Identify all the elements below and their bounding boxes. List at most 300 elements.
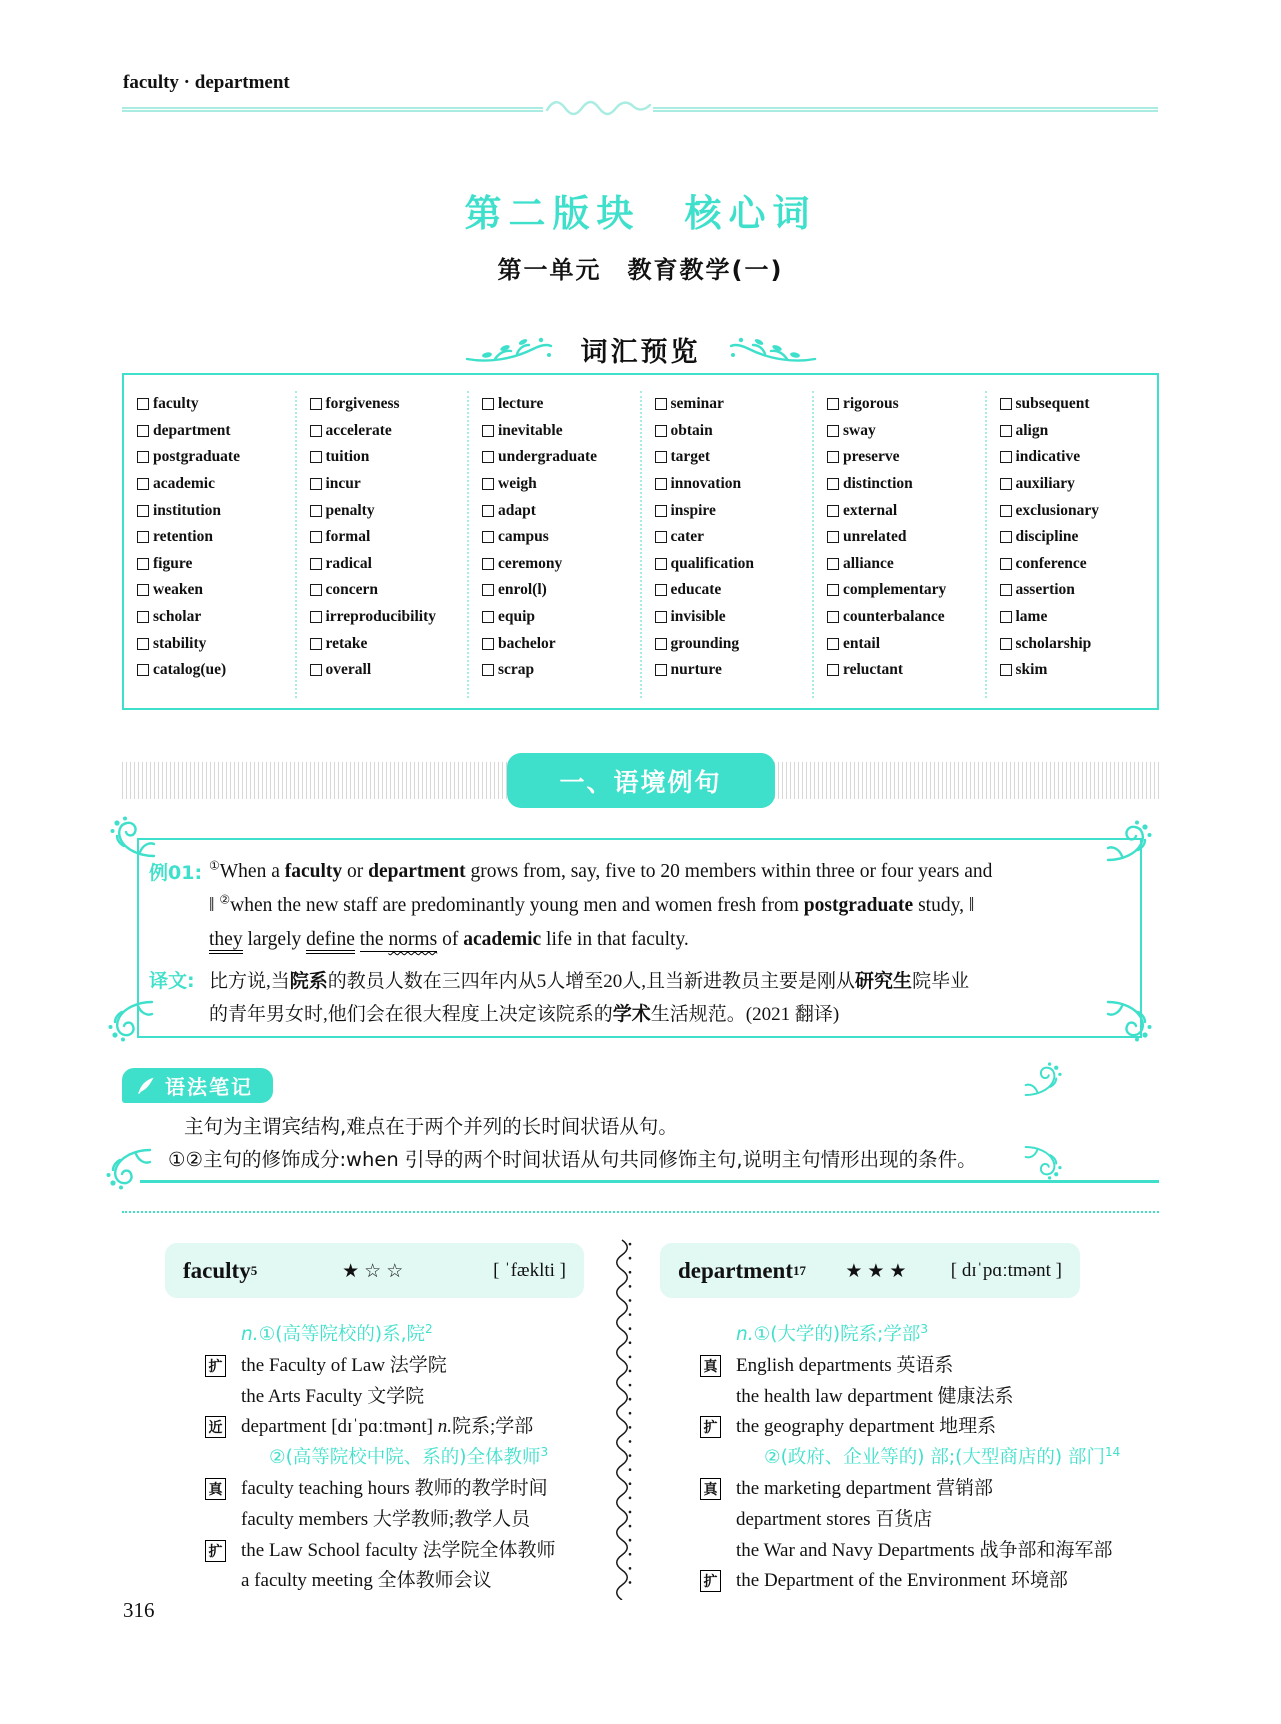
vocab-word: [482, 418, 640, 445]
vocab-word: [827, 657, 985, 684]
entry-line-text: [736, 1540, 1112, 1561]
text-segment: the: [359, 929, 389, 950]
word-label: auxiliary: [1015, 475, 1075, 493]
grammar-note-tab: [122, 1068, 273, 1103]
vocab-word: [655, 444, 813, 471]
word-label: ceremony: [498, 554, 563, 572]
word-checkbox[interactable]: [1000, 638, 1012, 650]
entry-line-text: [241, 1478, 548, 1499]
word-label: weaken: [153, 581, 203, 599]
word-label: align: [1015, 421, 1049, 439]
vocab-word: [137, 391, 295, 418]
entry-line-text: [764, 1447, 1120, 1468]
vocab-word: [827, 497, 985, 524]
word-checkbox[interactable]: [1000, 611, 1012, 623]
word-checkbox[interactable]: [137, 638, 149, 650]
word-label: irreproducibility: [325, 608, 437, 626]
word-label: penalty: [325, 501, 375, 519]
vocab-word: [655, 551, 813, 578]
text-segment: they: [209, 929, 243, 954]
word-checkbox[interactable]: [137, 531, 149, 543]
vocab-word: [655, 604, 813, 631]
word-label: indicative: [1015, 448, 1081, 466]
vocab-word: [482, 391, 640, 418]
word-checkbox[interactable]: [655, 584, 667, 596]
word-label: radical: [325, 554, 372, 572]
vocab-word: [310, 657, 468, 684]
text-segment: the marketing department 营销部: [736, 1477, 993, 1499]
example-label: 例01:: [149, 862, 203, 884]
text-segment: the health law department 健康法系: [736, 1385, 1014, 1407]
entry-word: faculty: [183, 1257, 251, 1283]
tag-box: 扩: [205, 1355, 226, 1377]
text-segment: 生活规范。(2021 翻译): [650, 1004, 840, 1025]
text-segment: When a: [219, 861, 285, 882]
word-label: qualification: [670, 554, 755, 572]
word-checkbox[interactable]: [655, 531, 667, 543]
word-checkbox[interactable]: [655, 451, 667, 463]
vocab-word: [137, 551, 295, 578]
vocab-word: [310, 497, 468, 524]
word-label: counterbalance: [843, 608, 945, 626]
word-checkbox[interactable]: [482, 638, 494, 650]
text-segment: department [dɪˈpɑːtmənt]: [241, 1416, 438, 1438]
wavy-divider: [612, 1238, 638, 1600]
word-checkbox[interactable]: [1000, 451, 1012, 463]
text-segment: the Faculty of Law 法学院: [241, 1354, 447, 1376]
tag-box: 近: [205, 1416, 226, 1438]
word-label: inspire: [670, 501, 716, 519]
word-checkbox[interactable]: [137, 398, 149, 410]
word-checkbox[interactable]: [1000, 505, 1012, 517]
word-label: stability: [153, 634, 207, 652]
word-checkbox[interactable]: [655, 558, 667, 570]
word-label: innovation: [670, 475, 742, 493]
word-checkbox[interactable]: [1000, 478, 1012, 490]
text-segment: life in that faculty.: [541, 929, 689, 950]
word-label: preserve: [843, 448, 900, 466]
vocab-word: [137, 577, 295, 604]
entry-line: [205, 1536, 584, 1567]
entry-header: [165, 1243, 584, 1298]
word-checkbox[interactable]: [482, 478, 494, 490]
leaf-flourish-icon: [729, 335, 817, 365]
vocab-preview-table: [122, 373, 1159, 710]
word-checkbox[interactable]: [482, 398, 494, 410]
entry-line-text: [269, 1447, 548, 1468]
entry-department: [660, 1243, 1121, 1597]
word-label: lecture: [498, 395, 544, 413]
text-segment: ①(大学的)院系;学部: [753, 1324, 921, 1345]
superscript: 14: [1104, 1445, 1121, 1460]
word-checkbox[interactable]: [827, 558, 839, 570]
word-checkbox[interactable]: [827, 531, 839, 543]
text-segment: ②(政府、企业等的) 部;(大型商店的) 部门: [764, 1447, 1105, 1469]
word-label: alliance: [843, 554, 894, 572]
word-label: invisible: [670, 608, 726, 626]
word-label: forgiveness: [325, 395, 400, 413]
word-label: weigh: [498, 475, 537, 493]
word-label: retake: [325, 634, 368, 652]
word-checkbox[interactable]: [482, 425, 494, 437]
word-label: department: [153, 421, 231, 439]
vocab-word: [655, 630, 813, 657]
word-checkbox[interactable]: [137, 558, 149, 570]
tag-box: 扩: [700, 1570, 721, 1592]
vocab-word: [655, 577, 813, 604]
text-segment: n.: [736, 1324, 754, 1345]
entry-line: [700, 1536, 1113, 1567]
word-checkbox[interactable]: [827, 505, 839, 517]
text-segment: faculty: [284, 861, 343, 882]
word-checkbox[interactable]: [310, 664, 322, 676]
word-checkbox[interactable]: [482, 611, 494, 623]
entry-line-text: [241, 1540, 556, 1561]
vocab-word: [655, 657, 813, 684]
entry-line-text: [241, 1416, 533, 1437]
word-checkbox[interactable]: [1000, 558, 1012, 570]
vocab-word: [482, 551, 640, 578]
running-head: faculty · department: [123, 72, 290, 93]
word-checkbox[interactable]: [482, 505, 494, 517]
word-label: target: [670, 448, 711, 466]
vocab-word: [1000, 497, 1158, 524]
vocab-word: [482, 604, 640, 631]
text-segment: the Law School faculty 法学院全体教师: [241, 1539, 556, 1561]
squiggle-ornament-icon: [543, 96, 653, 124]
word-checkbox[interactable]: [310, 558, 322, 570]
word-checkbox[interactable]: [310, 584, 322, 596]
entry-line-text: [736, 1386, 1014, 1407]
entry-line-text: [241, 1355, 447, 1376]
vocab-column: [812, 391, 985, 698]
leaf-flourish-icon: [465, 335, 553, 365]
vocab-word: [310, 577, 468, 604]
vocab-word: [137, 497, 295, 524]
entry-line: [700, 1566, 1080, 1597]
text-segment: 院毕业: [912, 971, 970, 992]
word-label: reluctant: [843, 661, 903, 679]
vocab-word: [1000, 524, 1158, 551]
superscript: 2: [425, 1321, 433, 1336]
entry-word: department: [678, 1257, 793, 1283]
entry-line: [700, 1474, 1080, 1505]
vocab-word: [482, 497, 640, 524]
vocab-word: [827, 418, 985, 445]
example-translation: [209, 963, 1114, 1031]
vocab-word: [137, 630, 295, 657]
vocab-word: [827, 524, 985, 551]
superscript: 3: [540, 1445, 549, 1460]
word-label: rigorous: [843, 395, 899, 413]
vocab-word: [310, 524, 468, 551]
entry-faculty: [165, 1243, 584, 1597]
word-label: incur: [325, 475, 361, 493]
text-segment: the Arts Faculty 文学院: [241, 1385, 425, 1407]
vocab-word: [137, 471, 295, 498]
word-checkbox[interactable]: [655, 611, 667, 623]
tag-box: 扩: [205, 1540, 226, 1562]
vocab-word: [827, 444, 985, 471]
vocab-word: [482, 524, 640, 551]
word-label: sway: [843, 421, 876, 439]
word-checkbox[interactable]: [137, 505, 149, 517]
text-segment: of: [437, 929, 464, 950]
entry-line: [700, 1320, 1080, 1351]
text-segment: n.: [241, 1324, 259, 1345]
entry-line-text: [736, 1321, 929, 1345]
vocab-word: [482, 577, 640, 604]
word-label: external: [843, 501, 898, 519]
text-segment: 比方说,当: [209, 971, 290, 992]
word-checkbox[interactable]: [827, 664, 839, 676]
text-segment: when the new staff are predominantly young men and women fresh from: [230, 895, 804, 916]
word-label: assertion: [1015, 581, 1075, 599]
vocab-word: [1000, 657, 1158, 684]
word-label: cater: [670, 528, 705, 546]
text-segment: grows from, say, five to 20 members within three or four years and: [465, 861, 993, 882]
example-sentence: [209, 855, 1114, 957]
text-segment: 学术: [612, 1004, 651, 1025]
word-checkbox[interactable]: [827, 478, 839, 490]
vocab-word: [655, 391, 813, 418]
word-checkbox[interactable]: [137, 611, 149, 623]
word-checkbox[interactable]: [1000, 664, 1012, 676]
word-label: accelerate: [325, 421, 392, 439]
entry-line-text: [241, 1570, 492, 1591]
word-label: nurture: [670, 661, 722, 679]
text-segment: English departments 英语系: [736, 1354, 954, 1376]
word-checkbox[interactable]: [137, 584, 149, 596]
vocab-word: [827, 604, 985, 631]
text-segment: faculty members 大学教师;教学人员: [241, 1508, 531, 1530]
word-checkbox[interactable]: [1000, 531, 1012, 543]
vocab-word: [137, 657, 295, 684]
entry-line: [205, 1412, 584, 1443]
entry-ipa: [ dɪˈpɑːtmənt ]: [950, 1259, 1062, 1281]
text-segment: 的教员人数在三四年内从5人增至20人,且当新进教员主要是刚从: [327, 971, 856, 992]
text-segment: norms: [388, 929, 438, 950]
word-checkbox[interactable]: [655, 505, 667, 517]
word-label: campus: [498, 528, 549, 546]
word-checkbox[interactable]: [137, 451, 149, 463]
text-segment: ①(高等院校的)系,院: [258, 1324, 426, 1345]
word-label: distinction: [843, 475, 913, 493]
text-segment: ②(高等院校中院、系的)全体教师: [269, 1447, 541, 1469]
text-segment: or: [342, 861, 369, 882]
vocab-word: [1000, 604, 1158, 631]
grammar-note-box: [140, 1103, 1159, 1183]
entry-lines: [660, 1320, 1121, 1597]
word-checkbox[interactable]: [655, 638, 667, 650]
word-label: retention: [153, 528, 213, 546]
word-label: adapt: [498, 501, 536, 519]
text-segment: academic: [463, 929, 542, 950]
word-checkbox[interactable]: [137, 425, 149, 437]
vocab-word: [1000, 418, 1158, 445]
vocab-column: [640, 391, 813, 698]
vocab-word: [310, 551, 468, 578]
text-segment: largely: [242, 929, 307, 950]
word-checkbox[interactable]: [310, 398, 322, 410]
entry-line: [205, 1474, 584, 1505]
word-label: seminar: [670, 395, 724, 413]
word-checkbox[interactable]: [482, 558, 494, 570]
word-label: subsequent: [1015, 395, 1090, 413]
pen-icon: [136, 1076, 156, 1096]
word-checkbox[interactable]: [655, 664, 667, 676]
word-checkbox[interactable]: [827, 638, 839, 650]
vocab-word: [1000, 551, 1158, 578]
word-label: skim: [1015, 661, 1048, 679]
word-checkbox[interactable]: [655, 425, 667, 437]
tag-box: 真: [700, 1478, 721, 1500]
word-checkbox[interactable]: [310, 478, 322, 490]
vocab-word: [1000, 444, 1158, 471]
word-label: lame: [1015, 608, 1048, 626]
word-label: educate: [670, 581, 722, 599]
word-checkbox[interactable]: [137, 478, 149, 490]
entry-line-text: [736, 1355, 953, 1376]
word-checkbox[interactable]: [482, 664, 494, 676]
vocab-word: [137, 444, 295, 471]
vocab-word: [827, 630, 985, 657]
entry-header: [660, 1243, 1080, 1298]
superscript: 3: [920, 1321, 929, 1336]
word-checkbox[interactable]: [1000, 425, 1012, 437]
entry-line: [205, 1351, 584, 1382]
text-segment: 院系;学部: [451, 1416, 534, 1438]
word-label: figure: [153, 554, 193, 572]
vocab-word: [1000, 391, 1158, 418]
vocab-column: [124, 391, 295, 698]
word-checkbox[interactable]: [310, 638, 322, 650]
word-checkbox[interactable]: [482, 451, 494, 463]
vocab-preview-header: [0, 330, 1281, 369]
entry-line-text: [736, 1509, 932, 1530]
vocab-word: [310, 444, 468, 471]
word-checkbox[interactable]: [827, 398, 839, 410]
example-box: [137, 838, 1142, 1038]
word-label: unrelated: [843, 528, 907, 546]
word-checkbox[interactable]: [482, 531, 494, 543]
text-segment: n.: [437, 1416, 452, 1438]
word-checkbox[interactable]: [827, 584, 839, 596]
word-checkbox[interactable]: [482, 584, 494, 596]
word-label: entail: [843, 634, 881, 652]
word-checkbox[interactable]: [1000, 584, 1012, 596]
entry-frequency: 17: [792, 1262, 806, 1278]
word-label: discipline: [1015, 528, 1079, 546]
page-number: 316: [123, 1598, 155, 1622]
tag-box: 扩: [700, 1416, 721, 1438]
word-checkbox[interactable]: [827, 611, 839, 623]
word-label: inevitable: [498, 421, 563, 439]
grammar-note-title: 语法笔记: [165, 1075, 253, 1099]
word-label: exclusionary: [1015, 501, 1100, 519]
vocab-word: [310, 604, 468, 631]
word-label: postgraduate: [153, 448, 240, 466]
word-checkbox[interactable]: [827, 451, 839, 463]
word-label: academic: [153, 475, 215, 493]
entry-stars: ★☆☆: [342, 1259, 409, 1282]
word-checkbox[interactable]: [655, 478, 667, 490]
text-segment: [355, 929, 360, 950]
entry-line-text: [241, 1386, 424, 1407]
vocab-word: [1000, 630, 1158, 657]
word-label: catalog(ue): [153, 661, 227, 679]
vocab-word: [137, 524, 295, 551]
word-label: undergraduate: [498, 448, 598, 466]
text-segment: 研究生: [855, 971, 913, 992]
entry-line: [205, 1443, 584, 1474]
superscript: ②: [219, 892, 231, 907]
entry-line-text: [241, 1321, 433, 1345]
vocab-word: [137, 418, 295, 445]
word-label: bachelor: [498, 634, 556, 652]
word-label: scholar: [153, 608, 202, 626]
block-title: 第二版块 核心词: [464, 192, 817, 235]
text-segment: 院系: [289, 971, 328, 992]
entry-line: [700, 1412, 1080, 1443]
entry-line-text: [241, 1509, 530, 1530]
entry-frequency: 5: [250, 1262, 258, 1278]
entry-lines: [165, 1320, 584, 1597]
vocab-word: [482, 630, 640, 657]
text-segment: a faculty meeting 全体教师会议: [241, 1570, 492, 1592]
entry-line: [700, 1382, 1080, 1413]
word-checkbox[interactable]: [310, 611, 322, 623]
word-checkbox[interactable]: [310, 531, 322, 543]
vocab-word: [482, 657, 640, 684]
entry-line: [205, 1320, 584, 1351]
text-segment: the Department of the Environment 环境部: [736, 1570, 1068, 1592]
vocab-word: [827, 391, 985, 418]
word-checkbox[interactable]: [655, 398, 667, 410]
entry-line: [700, 1351, 1080, 1382]
word-checkbox[interactable]: [310, 505, 322, 517]
vocab-word: [1000, 471, 1158, 498]
word-checkbox[interactable]: [310, 451, 322, 463]
vocab-word: [310, 471, 468, 498]
corner-flourish-icon: [1024, 1062, 1062, 1100]
word-label: concern: [325, 581, 379, 599]
word-checkbox[interactable]: [137, 664, 149, 676]
text-segment: 的青年男女时,他们会在很大程度上决定该院系的: [209, 1004, 613, 1025]
vocab-column: [467, 391, 640, 698]
grammar-line: ①②主句的修饰成分:when 引导的两个时间状语从句共同修饰主句,说明主句情形出现的条件。: [168, 1148, 977, 1171]
word-checkbox[interactable]: [1000, 398, 1012, 410]
tag-box: 真: [700, 1355, 721, 1377]
translation-label: 译文:: [149, 970, 195, 992]
word-checkbox[interactable]: [310, 425, 322, 437]
dotted-separator: [122, 1211, 1159, 1213]
vocab-word: [1000, 577, 1158, 604]
entry-line: [205, 1566, 584, 1597]
vocab-word: [827, 551, 985, 578]
word-label: obtain: [670, 421, 713, 439]
entry-line-text: [736, 1478, 993, 1499]
word-label: tuition: [325, 448, 370, 466]
vocab-preview-title: 词汇预览: [580, 337, 701, 368]
text-segment: department stores 百货店: [736, 1508, 933, 1530]
word-checkbox[interactable]: [827, 425, 839, 437]
entry-line: [700, 1443, 1121, 1474]
entry-line: [205, 1382, 584, 1413]
entry-stars: ★★★: [845, 1259, 912, 1282]
word-label: scholarship: [1015, 634, 1092, 652]
unit-title: 第一单元 教育教学(一): [497, 256, 784, 284]
